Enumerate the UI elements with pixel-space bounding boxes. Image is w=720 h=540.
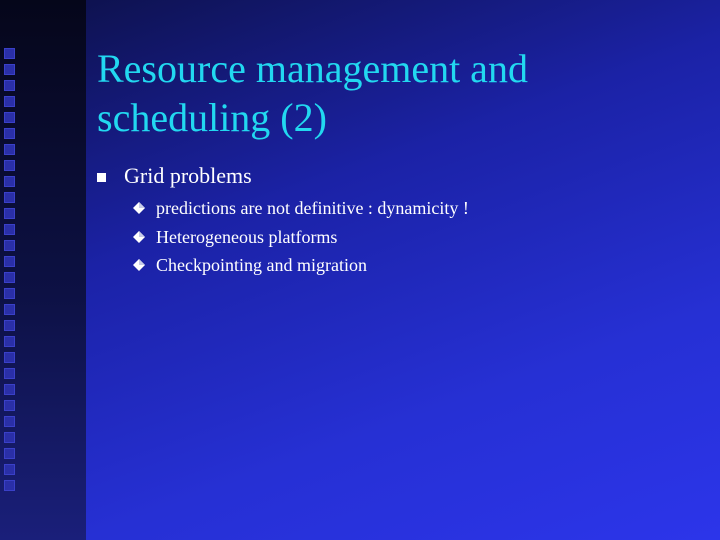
- decorative-square: [4, 304, 15, 315]
- sub-bullet-text: predictions are not definitive : dynamicity !: [156, 198, 469, 218]
- decorative-square: [4, 64, 15, 75]
- decorative-square: [4, 128, 15, 139]
- decorative-square-column: [4, 48, 18, 496]
- decorative-square: [4, 400, 15, 411]
- sub-bullet-text: Checkpointing and migration: [156, 255, 367, 275]
- bullet-text: Grid problems: [124, 163, 252, 188]
- bullet-item: [97, 163, 252, 189]
- decorative-square: [4, 352, 15, 363]
- decorative-square: [4, 80, 15, 91]
- decorative-square: [4, 416, 15, 427]
- left-decorative-strip: [0, 0, 86, 540]
- decorative-square: [4, 480, 15, 491]
- decorative-square: [4, 368, 15, 379]
- sub-bullet-item: [132, 194, 469, 223]
- decorative-square: [4, 448, 15, 459]
- decorative-square: [4, 336, 15, 347]
- decorative-square: [4, 320, 15, 331]
- decorative-square: [4, 192, 15, 203]
- diamond-bullet-icon: [132, 230, 146, 244]
- decorative-square: [4, 144, 15, 155]
- decorative-square: [4, 384, 15, 395]
- decorative-square: [4, 272, 15, 283]
- diamond-bullet-icon: [132, 258, 146, 272]
- decorative-square: [4, 464, 15, 475]
- slide-title: [97, 44, 697, 142]
- decorative-square: [4, 112, 15, 123]
- decorative-square: [4, 160, 15, 171]
- slide-title-line-2: scheduling (2): [97, 95, 327, 140]
- decorative-square: [4, 256, 15, 267]
- diamond-bullet-icon: [132, 201, 146, 215]
- square-bullet-icon: [97, 173, 106, 182]
- sub-bullet-list: [132, 194, 469, 280]
- sub-bullet-item: [132, 251, 469, 280]
- decorative-square: [4, 208, 15, 219]
- decorative-square: [4, 432, 15, 443]
- decorative-square: [4, 176, 15, 187]
- decorative-square: [4, 288, 15, 299]
- decorative-square: [4, 48, 15, 59]
- decorative-square: [4, 240, 15, 251]
- decorative-square: [4, 96, 15, 107]
- sub-bullet-text: Heterogeneous platforms: [156, 226, 338, 247]
- slide-title-line-1: Resource management and: [97, 46, 528, 91]
- decorative-square: [4, 224, 15, 235]
- sub-bullet-item: [132, 223, 469, 252]
